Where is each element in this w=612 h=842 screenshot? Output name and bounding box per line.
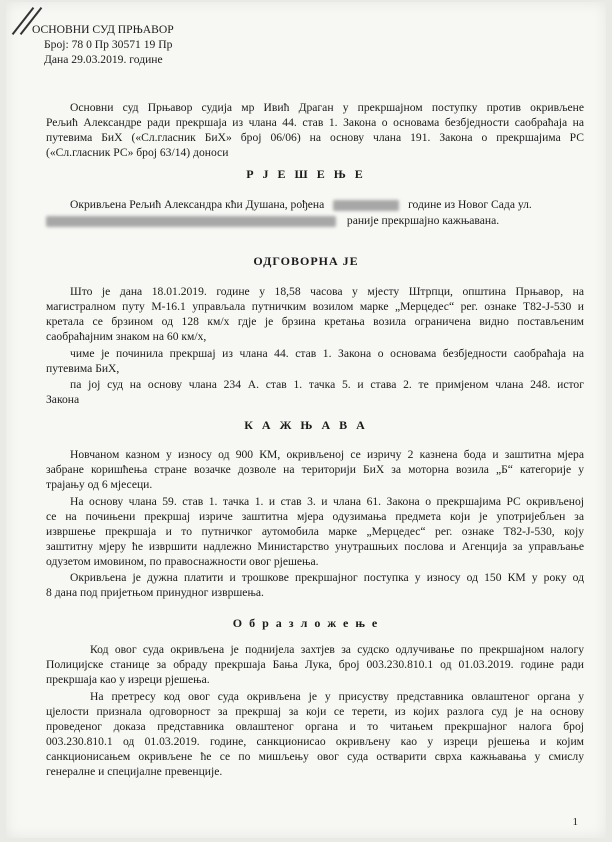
intro-line: Основни суд Прњавор судија мр Ивић Драган у прекршајном поступку против окривљене <box>70 101 584 114</box>
facts-line: саобраћајним знаком на 60 км/х, <box>46 330 207 343</box>
punish-line: одузетом имовином, по правоснажности овог рјешења. <box>46 555 319 568</box>
accused-line <box>46 214 499 229</box>
reasoning-line: цјелости признала одговорност за прекршај за који се терети, из којих разлога суд је на основу <box>46 705 584 718</box>
intro-line: путевима БиХ («Сл.гласник БиХ» број 06/06) на основу члана 191. Закона о прекршајима РС <box>46 131 584 144</box>
intro-line: («Сл.гласник РС» број 63/14) доноси <box>46 146 229 159</box>
heading-decision: Р Ј Е Ш Е Њ Е <box>246 167 366 181</box>
redacted-address <box>46 216 336 227</box>
reasoning-line: Полицијске станице за обраду прекршаја Бања Лука, број 003.230.810.1 од 01.03.2019. године ради <box>46 658 584 671</box>
punish-line: Новчаном казном у износу од 900 КМ, окривљеној се изричу 2 казнена бода и заштитна мјера <box>70 448 584 461</box>
facts-line: кретала се брзином од 128 км/х гдје је брзина кретања возила ограничена видно постављеним <box>46 315 584 328</box>
punish-line: 8 дана под пријетњом принудног извршења. <box>46 586 264 599</box>
page-number: 1 <box>572 816 578 828</box>
punish-line: Окривљена је дужна платити и трошкове прекршајног поступка у износу од 150 КМ у року од <box>70 571 584 584</box>
facts-line: Што је дана 18.01.2019. године у 18,58 часова у мјесту Штрпци, општина Прњавор, на <box>70 285 584 298</box>
case-number: Број: 78 0 Пр 30571 19 Пр <box>44 38 173 51</box>
reasoning-line: генералне и специјалне превенције. <box>46 765 223 778</box>
facts-line: па јој суд на основу члана 234 А. став 1. тачка 5. и става 2. те примјеном члана 248. истог <box>70 378 584 391</box>
heading-reasoning: О б р а з л о ж е њ е <box>232 616 380 630</box>
punish-line: извршење прекршаја и то путничког аутомобила марке „Мерцедес“ рег. ознаке Т82-Ј-530, коју <box>46 525 584 538</box>
intro-line: Рељић Александре ради прекршаја из члана 44. став 1. Закона о основама безбједности саобраћаја на <box>46 116 584 129</box>
reasoning-line: проведеног доказа представника овлаштеног органа и то читањем прекршајног налога број <box>46 720 584 733</box>
punish-line: се на почињени прекршај изриче заштитна мјера одузимања предмета који је употријебљен за <box>46 510 584 523</box>
heading-responsible: ОДГОВОРНА ЈЕ <box>253 254 359 268</box>
accused-text: Окривљена Рељић Александра кћи Душана, рођена <box>70 198 325 211</box>
punish-line: трајању од 6 мјесеци. <box>46 478 153 491</box>
reasoning-line: прекршаја као у изреци рјешења. <box>46 673 210 686</box>
accused-text: године из Новог Сада ул. <box>408 198 532 211</box>
redacted-birthdate <box>333 200 399 211</box>
reasoning-line: 003.230.810.1 од 01.03.2019. године, санкционисао окривљену као у изреци рјешења и којим <box>46 735 584 748</box>
punish-line: заштитну мјеру ће извршити надлежно Министарство унутрашњих послова и Агенција за управљање <box>46 540 584 553</box>
reasoning-line: На претресу код овог суда окривљена је у присуству представника овлаштеног органа у <box>90 690 584 703</box>
accused-line <box>70 198 532 213</box>
document-date: Дана 29.03.2019. године <box>44 53 163 66</box>
facts-line: магистралном путу М-16.1 управљала путничким возилом марке „Мерцедес“ рег. ознаке Т82-Ј-530 и <box>46 300 584 313</box>
reasoning-line: санкционисањем окривљене ће се по мишљењу овог суда остварити сврха кажњавања у смислу <box>46 750 584 763</box>
accused-text: раније прекршајно кажњавана. <box>346 214 500 227</box>
facts-line: Закона <box>46 393 80 406</box>
punish-line: забране коришћења стране возачке дозволе на територији БиХ за моторна возила „Б“ категорије у <box>46 463 584 476</box>
document-header <box>32 22 174 67</box>
punish-line: На основу члана 59. став 1. тачка 1. и став 3. и члана 61. Закона о прекршајима РС окривљеној <box>70 495 584 508</box>
facts-line: путевима БиХ, <box>46 362 120 375</box>
document-page <box>6 2 606 838</box>
facts-line: чиме је починила прекршај из члана 44. став 1. Закона о основама безбједности саобраћаја на <box>70 347 584 360</box>
reasoning-line: Код овог суда окривљена је поднијела захтјев за судско одлучивање по прекршајном налогу <box>90 643 584 656</box>
heading-punish: К А Ж Њ А В А <box>244 418 368 432</box>
court-name: ОСНОВНИ СУД ПРЊАВОР <box>32 23 174 36</box>
